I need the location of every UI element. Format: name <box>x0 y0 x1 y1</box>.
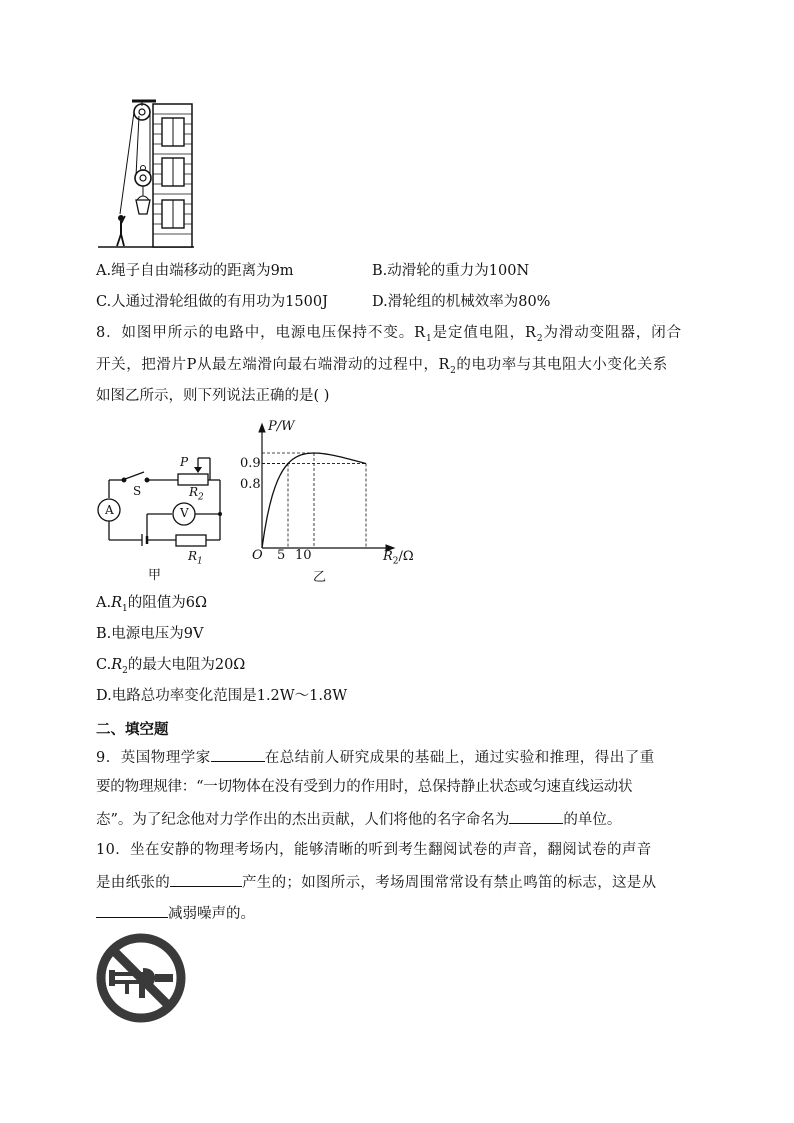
q9-line3: 态”。为了纪念他对力学作出的杰出贡献，人们将他的名字命名为 的单位。 <box>96 808 621 830</box>
q8-stem-line3: 如图乙所示，则下列说法正确的是( ) <box>96 388 330 404</box>
graph-caption: 乙 <box>313 570 327 585</box>
power-resistance-graph <box>240 418 430 568</box>
q10-blank-1[interactable] <box>170 871 242 887</box>
q9-line1: 9．英国物理学家 在总结前人研究成果的基础上，通过实验和推理，得出了重 <box>96 746 655 768</box>
q10-line3: 减弱噪声的。 <box>96 902 255 924</box>
ammeter-label: A <box>105 503 114 517</box>
q8-option-a: $A.R_1$的阻值为6Ω <box>96 595 207 614</box>
q8-stem-line1: 8．如图甲所示的电路中，电源电压保持不变。$R_1$是定值电阻，$R_2$为滑动变阻器，闭合 <box>96 325 683 344</box>
y-tick-0.9: 0.9 <box>240 456 261 471</box>
switch-label: S <box>133 484 142 498</box>
q9-blank-1[interactable] <box>211 746 265 762</box>
graph-ylabel: P/W <box>268 419 295 434</box>
x-tick-5: 5 <box>277 548 286 563</box>
q7-option-d: D.滑轮组的机械效率为80% <box>372 294 551 310</box>
q9-line2: 要的物理规律：“一切物体在没有受到力的作用时，总保持静止状态或匀速直线运动状 <box>96 779 633 795</box>
slider-label: P <box>180 455 189 469</box>
q8-option-b: B.电源电压为9V <box>96 626 204 642</box>
graph-xlabel: $R_2/\Omega$ <box>383 549 414 567</box>
q8-stem-line2: 开关，把滑片P从最左端滑向最右端滑动的过程中，$R_2$的电功率与其电阻大小变化关系 <box>96 357 668 376</box>
voltmeter-label: V <box>180 506 189 520</box>
y-axis-arrow <box>259 424 265 432</box>
q7-option-c: C.人通过滑轮组做的有用功为1500J <box>96 294 328 310</box>
circuit-diagram <box>92 450 242 585</box>
q7-option-a: A.绳子自由端移动的距离为9m <box>96 263 294 279</box>
no-horn-sign-icon <box>95 932 187 1024</box>
q10-line2: 是由纸张的 产生的；如图所示，考场周围常常设有禁止鸣笛的标志，这是从 <box>96 871 656 893</box>
q10-blank-2[interactable] <box>96 902 168 918</box>
circuit-caption: 甲 <box>148 568 162 583</box>
q9-blank-2[interactable] <box>509 808 563 824</box>
r1-label: $R_1$ <box>188 549 203 567</box>
q8-option-d: D.电路总功率变化范围是1.2W～1.8W <box>96 688 348 704</box>
x-tick-10: 10 <box>295 548 312 563</box>
q8-option-c: $C.R_2$的最大电阻为20Ω <box>96 657 246 676</box>
q7-option-b: B.动滑轮的重力为100N <box>372 263 530 279</box>
pulley-figure <box>96 96 196 252</box>
section-title: 二、填空题 <box>96 722 169 738</box>
y-tick-0.8: 0.8 <box>240 477 261 492</box>
graph-origin: O <box>252 548 263 563</box>
q10-line1: 10．坐在安静的物理考场内，能够清晰的听到考生翻阅试卷的声音，翻阅试卷的声音 <box>96 842 652 858</box>
r2-label: $R_2$ <box>189 485 204 503</box>
